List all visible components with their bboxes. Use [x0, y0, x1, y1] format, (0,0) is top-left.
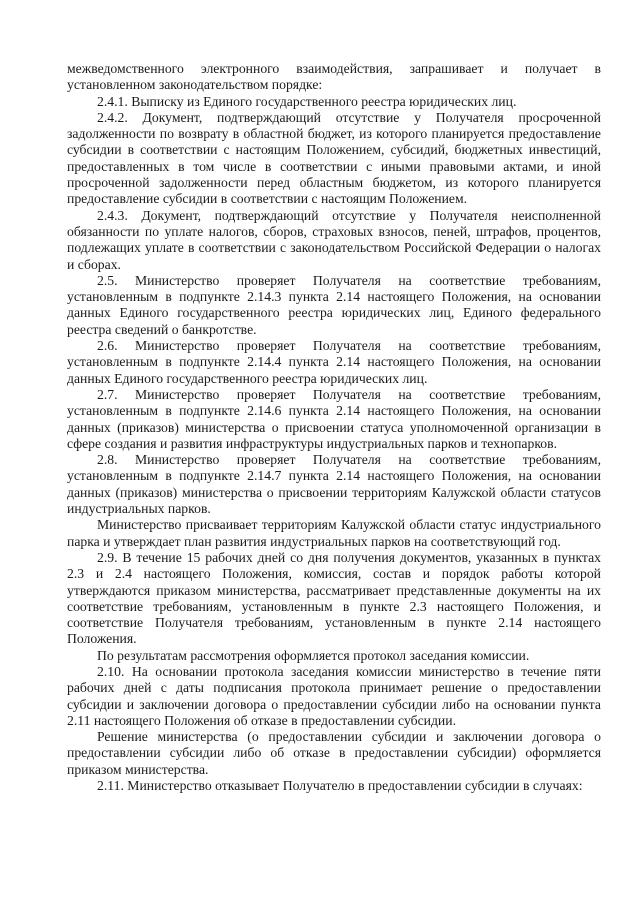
paragraph-2-11: 2.11. Министерство отказывает Получателю в предоставлении субсидии в случаях: [97, 778, 583, 794]
paragraph-2-8-status: Министерство присваивает территориям Калужской области статус индустриального парка и утверждает план развития индустриальных парков на соответствующий год. [67, 517, 601, 549]
paragraph-intro-continuation: межведомственного электронного взаимодействия, запрашивает и получает в установленном законодательством порядке: [67, 61, 601, 93]
paragraph-2-8: 2.8. Министерство проверяет Получателя на соответствие требованиям, установленным в подпункте 2.14.7 пункта 2.14 настоящего Положения, на основании данных (приказов) министерства о присвоении территориям Калужской области статусов индустриальных парков. [67, 452, 601, 517]
paragraph-2-4-3: 2.4.3. Документ, подтверждающий отсутствие у Получателя неисполненной обязанности по уплате налогов, сборов, страховых взносов, пеней, штрафов, процентов, подлежащих уплате в соответствии с законодательством Российской Федерации о налогах и сборах. [67, 207, 601, 272]
paragraph-2-4-1: 2.4.1. Выписку из Единого государственного реестра юридических лиц. [97, 93, 517, 109]
paragraph-2-7: 2.7. Министерство проверяет Получателя на соответствие требованиям, установленным в подпункте 2.14.6 пункта 2.14 настоящего Положения, на основании данных (приказов) министерства о присвоении статуса уполномоченной организации в сфере создания и развития инфраструктуры индустриальных парков и технопарков. [67, 386, 601, 451]
paragraph-2-9-protocol: По результатам рассмотрения оформляется протокол заседания комиссии. [97, 647, 530, 663]
paragraph-2-5: 2.5. Министерство проверяет Получателя на соответствие требованиям, установленным в подпункте 2.14.3 пункта 2.14 настоящего Положения, на основании данных Единого государственного реестра юридических лиц, Единого федерального реестра сведений о банкротстве. [67, 272, 601, 337]
paragraph-2-10-decision: Решение министерства (о предоставлении субсидии и заключении договора о предоставлении субсидии либо об отказе в предоставлении субсидии) оформляется приказом министерства. [67, 729, 601, 777]
paragraph-2-4-2: 2.4.2. Документ, подтверждающий отсутствие у Получателя просроченной задолженности по возврату в областной бюджет, из которого планируется предоставление субсидии в соответствии с настоящим Положением, субсидий, бюджетных инвестиций, предоставленных в том числе в соответствии с иными правовыми актами, и иной просроченной задолженности перед областным бюджетом, из которого планируется предоставление субсидии в соответствии с настоящим Положением. [67, 109, 601, 207]
paragraph-2-9: 2.9. В течение 15 рабочих дней со дня получения документов, указанных в пунктах 2.3 и 2.4 настоящего Положения, комиссия, состав и порядок работы которой утверждаются приказом министерства, рассматривает представленные документы на их соответствие требованиям, установленным в пункте 2.3 настоящего Положения, и соответствие Получателя требованиям, установленным в пункте 2.14 настоящего Положения. [67, 549, 601, 647]
paragraph-2-10: 2.10. На основании протокола заседания комиссии министерство в течение пяти рабочих дней с даты подписания протокола принимает решение о предоставлении субсидии и заключении договора о предоставлении субсидии либо на основании пункта 2.11 настоящего Положения об отказе в предоставлении субсидии. [67, 663, 601, 728]
paragraph-2-6: 2.6. Министерство проверяет Получателя на соответствие требованиям, установленным в подпункте 2.14.4 пункта 2.14 настоящего Положения, на основании данных Единого государственного реестра юридических лиц. [67, 338, 601, 386]
document-page [67, 61, 601, 794]
